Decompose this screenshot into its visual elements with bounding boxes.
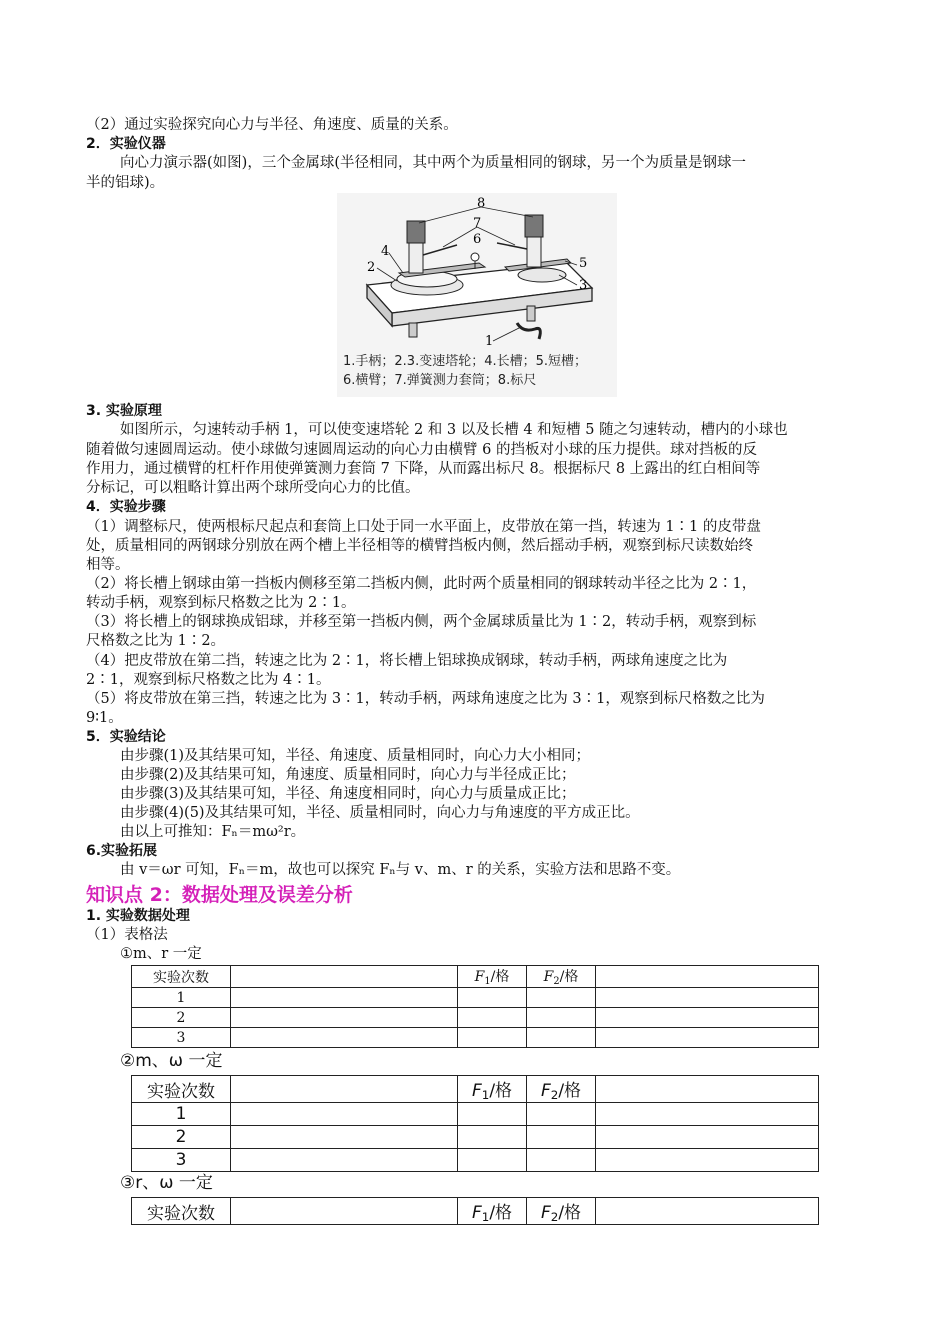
header-trial-count: 实验次数 — [132, 1198, 231, 1225]
table1-title: ①m、r 一定 — [120, 946, 202, 962]
step-line: 9∶1。 — [86, 710, 123, 726]
header-f1: $F_1/$格 — [458, 1198, 527, 1225]
header-blank — [231, 1076, 458, 1103]
paragraph-line: 如图所示，匀速转动手柄 1，可以使变速塔轮 2 和 3 以及长槽 4 和短槽 5 随之匀速转动，槽内的小球也 — [120, 422, 788, 438]
extension-line: 由 v＝ωr 可知，Fₙ＝m，故也可以探究 Fₙ与 v、m、r 的关系，实验方法和思路不变。 — [120, 862, 681, 878]
figure-caption-line2: 6.横臂；7.弹簧测力套筒；8.标尺 — [343, 373, 537, 388]
section-heading-conclusion: 5．实验结论 — [86, 729, 166, 745]
objective-line: （2）通过实验探究向心力与半径、角速度、质量的关系。 — [86, 117, 458, 133]
paragraph-line: 随着做匀速圆周运动。使小球做匀速圆周运动的向心力由横臂 6 的挡板对小球的压力提供。球对挡板的反 — [86, 442, 757, 458]
data-table-1 — [131, 965, 819, 1048]
header-blank — [231, 966, 458, 988]
conclusion-line: 由步骤(1)及其结果可知，半径、角速度、质量相同时，向心力大小相同； — [120, 748, 591, 764]
header-trial-count: 实验次数 — [132, 966, 231, 988]
step-line: （4）把皮带放在第二挡，转速之比为 2∶1，将长槽上铝球换成钢球，转动手柄，两球角速度之比为 — [86, 653, 728, 669]
paragraph-line: 分标记，可以粗略计算出两个球所受向心力的比值。 — [86, 480, 420, 496]
paragraph-line: 作用力，通过横臂的杠杆作用使弹簧测力套筒 7 下降，从而露出标尺 8。根据标尺 8 上露出的红白相间等 — [86, 461, 761, 477]
label-1: 1 — [485, 334, 494, 349]
header-f2: $F_2/$格 — [527, 1198, 596, 1225]
step-line: （5）将皮带放在第三挡，转速之比为 3∶1，转动手柄，两球角速度之比为 3∶1，观察到标尺格数之比为 — [86, 691, 765, 707]
header-f1: $F_1/$格 — [458, 966, 527, 988]
paragraph-line: 向心力演示器(如图)，三个金属球(半径相同，其中两个为质量相同的钢球，另一个为质量是钢球一 — [120, 155, 746, 171]
header-trial-count: 实验次数 — [132, 1076, 231, 1103]
label-5: 5 — [579, 256, 588, 271]
label-3: 3 — [579, 278, 588, 293]
row-number: 1 — [132, 988, 231, 1008]
label-2: 2 — [367, 260, 376, 275]
table-row — [132, 1028, 819, 1048]
table-row — [132, 1126, 819, 1149]
table-row — [132, 1149, 819, 1172]
header-blank — [596, 1198, 819, 1225]
step-line: 相等。 — [86, 557, 130, 573]
table-row — [132, 988, 819, 1008]
table-header-row — [132, 966, 819, 988]
table2-title: ②m、ω 一定 — [120, 1051, 223, 1071]
conclusion-formula-line: 由以上可推知：Fₙ＝mω²r。 — [120, 824, 306, 840]
header-blank — [596, 1076, 819, 1103]
label-7: 7 — [473, 216, 482, 231]
section-heading-steps: 4．实验步骤 — [86, 499, 166, 515]
step-line: （2）将长槽上钢球由第一挡板内侧移至第二挡板内侧，此时两个质量相同的钢球转动半径之比为 2∶1， — [86, 576, 757, 592]
label-6: 6 — [473, 232, 482, 247]
table3-title: ③r、ω 一定 — [120, 1173, 213, 1193]
label-8: 8 — [477, 196, 486, 211]
table-header-row — [132, 1198, 819, 1225]
conclusion-line: 由步骤(2)及其结果可知，角速度、质量相同时，向心力与半径成正比； — [120, 767, 576, 783]
row-number: 3 — [132, 1028, 231, 1048]
section-heading-principle: 3. 实验原理 — [86, 403, 162, 419]
row-number: 3 — [132, 1149, 231, 1172]
header-blank — [596, 966, 819, 988]
label-4: 4 — [381, 244, 390, 259]
step-line: 处，质量相同的两钢球分别放在两个槽上半径相等的横臂挡板内侧，然后摇动手柄，观察到标尺读数始终 — [86, 538, 753, 554]
row-number: 1 — [132, 1103, 231, 1126]
figure-caption-line1: 1.手柄；2.3.变速塔轮；4.长槽；5.短槽； — [343, 354, 588, 369]
header-f2: $F_2/$格 — [527, 1076, 596, 1103]
row-number: 2 — [132, 1008, 231, 1028]
data-table-3 — [131, 1197, 819, 1225]
method-line: （1）表格法 — [86, 927, 168, 943]
section-heading-data-processing: 1. 实验数据处理 — [86, 908, 190, 924]
conclusion-line: 由步骤(4)(5)及其结果可知，半径、质量相同时，向心力与角速度的平方成正比。 — [120, 805, 640, 821]
table-row — [132, 1103, 819, 1126]
header-blank — [231, 1198, 458, 1225]
knowledge-point-heading: 知识点 2：数据处理及误差分析 — [86, 884, 353, 906]
table-row — [132, 1008, 819, 1028]
header-f2: $F_2/$格 — [527, 966, 596, 988]
section-heading-extension: 6.实验拓展 — [86, 843, 158, 859]
table-header-row — [132, 1076, 819, 1103]
conclusion-line: 由步骤(3)及其结果可知，半径、角速度相同时，向心力与质量成正比； — [120, 786, 576, 802]
section-heading-instruments: 2．实验仪器 — [86, 136, 166, 152]
paragraph-line: 半的铝球)。 — [86, 175, 165, 191]
step-line: 转动手柄，观察到标尺格数之比为 2∶1。 — [86, 595, 356, 611]
data-table-2 — [131, 1075, 819, 1172]
step-line: 2∶1，观察到标尺格数之比为 4∶1。 — [86, 672, 331, 688]
step-line: （3）将长槽上的钢球换成铝球，并移至第一挡板内侧，两个金属球质量比为 1∶2，转动手柄，观察到标 — [86, 614, 757, 630]
header-f1: $F_1/$格 — [458, 1076, 527, 1103]
step-line: （1）调整标尺，使两根标尺起点和套筒上口处于同一水平面上，皮带放在第一挡，转速为 1∶1 的皮带盘 — [86, 519, 761, 535]
row-number: 2 — [132, 1126, 231, 1149]
step-line: 尺格数之比为 1∶2。 — [86, 633, 226, 649]
